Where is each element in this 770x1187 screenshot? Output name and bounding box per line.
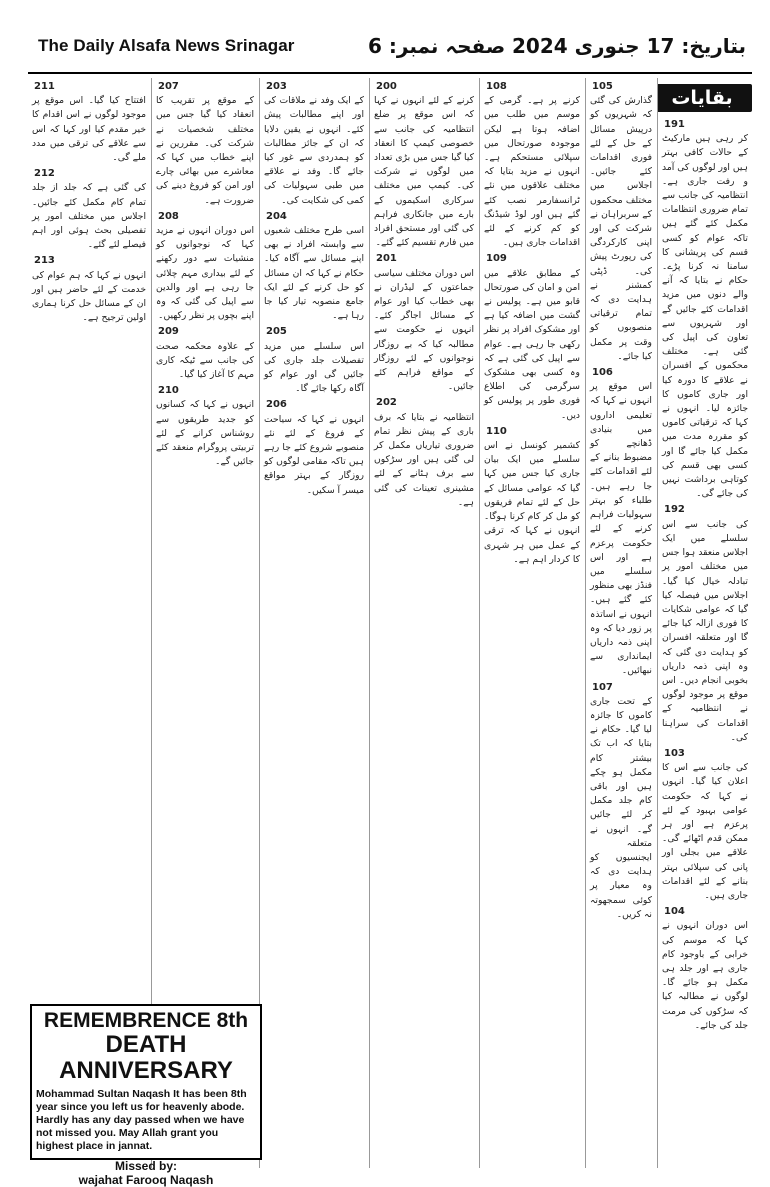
- section-number: 109: [486, 253, 507, 265]
- section-badge: بقایات: [658, 84, 752, 112]
- section-number: 206: [266, 399, 287, 411]
- section-number: 210: [158, 385, 179, 397]
- section-number: 202: [376, 397, 397, 409]
- article-text: کر رہی ہیں مارکیٹ کے حالات کافی بہتر ہیں اور لوگوں کی آمد و رفت جاری ہے۔ انتظامیہ کی جانب سے تمام ضروری انتظامات مکمل کئے گئے ہیں تاکہ عوام کو کسی قسم کی پریشانی کا سامنا نہ کرنا پڑے۔ حکام نے بتایا کہ آنے والے دنوں میں مزید اقدامات کئے جائیں گے اور شہریوں سے تعاون کی اپیل کی گئی ہے۔ مختلف محکموں کے افسران نے علاقے کا دورہ کیا اور جاری کاموں کا جائزہ لیا۔ انہوں نے کہا کہ ترقیاتی کاموں کو مقررہ مدت میں مکمل کیا جائے گا اور کسی بھی قسم کی کوتاہی برداشت نہیں کی جائے گی۔: [662, 133, 748, 500]
- masthead: The Daily Alsafa News Srinagar: [38, 36, 295, 55]
- section-number: 213: [34, 255, 55, 267]
- article-text: اس سلسلے میں مزید تفصیلات جلد جاری کی جائیں گی اور عوام کو آگاہ رکھا جائے گا۔: [264, 340, 364, 395]
- section-number: 106: [592, 367, 613, 379]
- column-text: [658, 118, 752, 1033]
- article-text: اس موقع پر انہوں نے کہا کہ تعلیمی اداروں میں بنیادی ڈھانچے کو مضبوط بنانے کے لئے اقدامات کئے جا رہے ہیں۔ طلباء کو بہتر سہولیات فراہم کرنے کے لئے حکومت پرعزم ہے اور اس سلسلے میں فنڈز بھی منظور کئے گئے ہیں۔ انہوں نے اساتذہ پر زور دیا کہ وہ اپنی ذمہ داریاں ایمانداری سے نبھائیں۔: [590, 381, 652, 677]
- section-number: 208: [158, 210, 179, 222]
- section-number: 212: [34, 168, 55, 180]
- article-text: کے مطابق علاقے میں امن و امان کی صورتحال قابو میں ہے۔ پولیس نے گشت میں اضافہ کیا ہے اور مشکوک افراد پر نظر رکھی جا رہی ہے۔ عوام سے اپیل کی گئی ہے کہ وہ کسی بھی مشکوک سرگرمی کی اطلاع فوری طور پر پولیس کو دیں۔: [484, 267, 580, 421]
- article-text: کے تحت جاری کاموں کا جائزہ لیا گیا۔ حکام نے بتایا کہ اب تک بیشتر کام مکمل ہو چکے ہیں اور باقی کام جلد مکمل کر لئے جائیں گے۔ انہوں نے متعلقہ ایجنسیوں کو ہدایت دی کہ وہ معیار پر کوئی سمجھوتہ نہ کریں۔: [590, 695, 652, 920]
- column-text: [152, 80, 258, 469]
- article-text: کے موقع پر تقریب کا انعقاد کیا گیا جس میں مختلف شخصیات نے شرکت کی۔ مقررین نے اپنے خطاب میں کہا کہ معاشرے میں بھائی چارے اور امن کو فروغ دینے کی ضرورت ہے۔: [156, 95, 254, 206]
- page-number: صفحہ نمبر: 6: [368, 34, 506, 58]
- section-number: 204: [266, 210, 287, 222]
- section-number: 110: [486, 425, 507, 437]
- article-text: انہوں نے کہا کہ کسانوں کو جدید طریقوں سے روشناس کرانے کے لئے تربیتی پروگرام منعقد کئے جائیں گے۔: [156, 399, 254, 468]
- article-text: افتتاح کیا گیا۔ اس موقع پر موجود لوگوں نے اس اقدام کا خیر مقدم کیا اور کہا کہ اس سے علاقے کی ترقی میں مدد ملے گی۔: [32, 95, 146, 164]
- article-text: انہوں نے کہا کہ ہم عوام کی خدمت کے لئے حاضر ہیں اور ان کے مسائل حل کرنا ہماری اولین ترجیح ہے۔: [32, 269, 146, 324]
- section-number: 205: [266, 326, 287, 338]
- article-text: گذارش کی گئی کہ شہریوں کو درپیش مسائل کے حل کے لئے فوری اقدامات کئے جائیں۔ اجلاس میں مختلف محکموں کے سربراہان نے شرکت کی اور اپنی کارکردگی کی رپورٹ پیش کی۔ ڈپٹی کمشنر نے ہدایت دی کہ تمام ترقیاتی منصوبوں کو وقت پر مکمل کیا جائے۔: [590, 95, 652, 362]
- section-number: 191: [664, 119, 685, 130]
- article-text: اسی طرح مختلف شعبوں سے وابستہ افراد نے بھی اپنے مسائل سے آگاہ کیا۔ حکام نے کہا کہ ان مسائل کو حل کرنے کے لئے ایک جامع منصوبہ تیار کیا جا رہا ہے۔: [264, 225, 364, 322]
- article-text: کے ایک وفد نے ملاقات کی اور اپنے مطالبات پیش کئے۔ انہوں نے یقین دلایا کہ ان کے جائز مطالبات کو ہمدردی سے غور کیا جائے گا۔ وفد نے علاقے میں طبی سہولیات کی کمی کی شکایت کی۔: [264, 95, 364, 206]
- article-text: کرنے کے لئے انہوں نے کہا کہ اس موقع پر ضلع انتظامیہ کی جانب سے خصوصی کیمپ کا انعقاد کیا گیا جس میں بڑی تعداد میں لوگوں نے شرکت کی۔ کیمپ میں مختلف سرکاری اسکیموں کے بارے میں جانکاری فراہم کی گئی اور مستحق افراد میں فارم تقسیم کئے گئے۔: [374, 95, 474, 249]
- article-text: کی گئی ہے کہ جلد از جلد تمام کام مکمل کئے جائیں۔ اجلاس میں مختلف امور پر تفصیلی بحث ہوئی اور اہم فیصلے لئے گئے۔: [32, 182, 146, 251]
- column-2: [586, 78, 656, 1168]
- section-number: 203: [266, 81, 287, 92]
- section-number: 207: [158, 81, 179, 92]
- article-text: کشمیر کونسل نے اس سلسلے میں ایک بیان جاری کیا جس میں کہا گیا کہ عوامی مسائل کے حل کے لئے تمام فریقوں کو مل کر کام کرنا ہوگا۔ انہوں نے کہا کہ ترقی کے عمل میں ہر شہری کا کردار اہم ہے۔: [484, 440, 580, 565]
- section-number: 211: [34, 81, 55, 92]
- section-number: 201: [376, 253, 397, 265]
- section-number: 103: [664, 747, 685, 759]
- article-text: اس دوران انہوں نے مزید کہا کہ نوجوانوں کو منشیات سے دور رکھنے کے لئے بیداری مہم چلائی جا رہی ہے اور والدین سے اپیل کی گئی کہ وہ اپنے بچوں پر نظر رکھیں۔: [156, 225, 254, 322]
- page-header: [28, 28, 752, 74]
- remembrance-title: REMEMBRENCE 8th: [43, 1009, 249, 1032]
- missed-by-label: Missed by:: [114, 1159, 177, 1173]
- column-text: [586, 80, 656, 922]
- article-text: کی جانب سے اس سلسلے میں ایک اجلاس منعقد ہوا جس میں مختلف امور پر تبادلہ خیال کیا گیا۔ اجلاس میں فیصلہ کیا گیا کہ عوامی شکایات کا فوری ازالہ کیا جائے گا اور متعلقہ افسران کو ہدایت دی گئی کہ وہ اپنی ذمہ داریاں بخوبی انجام دیں۔ اس موقع پر موجود لوگوں نے انتظامیہ کے اقدامات کی سراہنا کی۔: [662, 518, 748, 743]
- section-number: 200: [376, 81, 397, 92]
- section-number: 104: [664, 906, 685, 918]
- column-1: [658, 78, 752, 1168]
- article-text: کرنے پر ہے۔ گرمی کے موسم میں طلب میں اضافہ ہوتا ہے لیکن موجودہ صورتحال میں سپلائی مستحکم ہے۔ انہوں نے مزید بتایا کہ مختلف علاقوں میں نئے ٹرانسفارمر نصب کئے گئے ہیں اور لوڈ شیڈنگ کو کم کرنے کے لئے اقدامات جاری ہیں۔: [484, 95, 580, 249]
- article-text: کی جانب سے اس کا اعلان کیا گیا۔ انہوں نے کہا کہ حکومت عوامی بہبود کے لئے پرعزم ہے اور ہر ممکن قدم اٹھائے گی۔ علاقے میں بجلی اور پانی کی سپلائی بہتر بنانے کے لئے اقدامات جاری ہیں۔: [662, 762, 748, 901]
- column-text: [260, 80, 368, 498]
- column-4: [370, 78, 478, 1168]
- article-text: اس دوران انہوں نے کہا کہ موسم کی خرابی کے باوجود کام جاری ہے اور جلد ہی مکمل ہو جائے گا۔ لوگوں نے مطالبہ کیا کہ سڑکوں کی مرمت جلد کی جائے۔: [662, 920, 748, 1031]
- section-number: 108: [486, 81, 507, 92]
- column-3: [480, 78, 584, 1168]
- article-text: اس دوران مختلف سیاسی جماعتوں کے لیڈران نے بھی خطاب کیا اور عوام کے مسائل اجاگر کئے۔ انہوں نے حکومت سے مطالبہ کیا کہ بے روزگار نوجوانوں کے لئے روزگار کے مواقع فراہم کئے جائیں۔: [374, 267, 474, 393]
- section-number: 192: [664, 504, 685, 516]
- article-text: انتظامیہ نے بتایا کہ برف باری کے پیش نظر تمام ضروری تیاریاں مکمل کر لی گئی ہیں اور سڑکوں سے برف ہٹانے کے لئے مشینری تعینات کی گئی ہے۔: [374, 411, 474, 508]
- page-body: [28, 78, 752, 1187]
- remembrance-ad: [30, 1004, 262, 1187]
- remembrance-message: Mohammad Sultan Naqash It has been 8th year since you left us for heavenly abode. Hardly has any day passed when we have not missed you. May Allah grant you highest place in jannat.: [36, 1088, 247, 1152]
- remembrance-subtitle: DEATH ANNIVERSARY: [59, 1031, 233, 1084]
- article-text: کے علاوہ محکمہ صحت کی جانب سے ٹیکہ کاری مہم کا آغاز کیا گیا۔: [156, 340, 254, 381]
- column-text: [28, 80, 150, 325]
- column-text: [480, 80, 584, 567]
- dateline: بتاریخ: 17 جنوری 2024: [512, 34, 746, 58]
- newspaper-page: [28, 28, 752, 1187]
- section-number: 107: [592, 681, 613, 693]
- section-number: 209: [158, 326, 179, 338]
- column-text: [370, 80, 478, 510]
- missed-by-name: wajahat Farooq Naqash: [78, 1173, 214, 1187]
- section-number: 105: [592, 81, 613, 92]
- column-5: [260, 78, 368, 1168]
- article-text: انہوں نے کہا کہ سیاحت کے فروغ کے لئے نئے منصوبے شروع کئے جا رہے ہیں تاکہ مقامی لوگوں کو روزگار کے بہتر مواقع میسر آ سکیں۔: [264, 413, 364, 496]
